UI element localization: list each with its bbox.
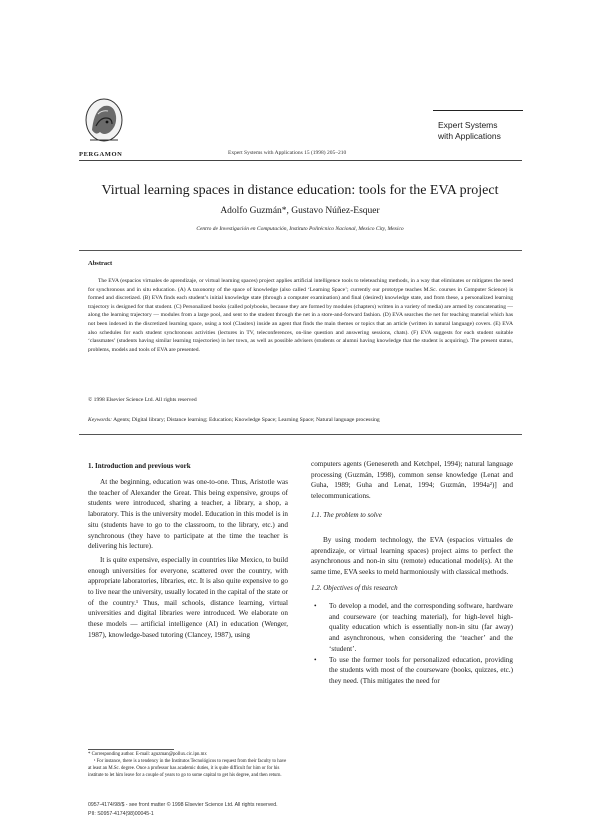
paragraph: At the beginning, education was one-to-one. Thus, Aristotle was the teacher of Alexander the Great. This being expensive, groups of students were introduced, sharing a teacher, a library, a shop, a laboratory. This is the university model. Education in this model is in situ (students have to go to the classroom, to the library, etc.) and synchronous (they have to participate at the time the teacher is delivering his lecture). (88, 478, 288, 551)
brand-line-2: with Applications (438, 130, 501, 141)
paragraph: It is quite expensive, especially in countries like Mexico, to build enough universities for everyone, scattered over the country, with appropriate laboratories, libraries, etc. It is also quite expensive to go to live near the university, usually located in the capital of the state or of the country.¹ Thus, mail schools, distance learning, virtual universities and digital libraries were introduced. We elaborate on these models — artificial intelligence (AI) in education (Wenger, 1987), knowledge-based tutoring (Clancey, 1987), using (88, 555, 288, 639)
author-affiliation: Centro de Investigación en Computación, Instituto Politécnico Nacional, Mexico City, Mexico (196, 226, 404, 232)
list-item (311, 655, 513, 687)
paragraph: computers agents (Genesereth and Ketchpel, 1994); natural language processing (Guzmán, 1998), common sense knowledge (Lenat and Guha, 1989; Guha and Lenat, 1994; Guzmán, 1994a²)] and telecommunications. (311, 460, 513, 501)
subsection-text (311, 535, 513, 578)
list-item-text: To use the former tools for personalized education, providing the students with most of the courseware (books, quizzes, etc.) they need. (This mitigates the need for (329, 655, 513, 685)
paper-title: Virtual learning spaces in distance education: tools for the EVA project (101, 183, 499, 198)
section-heading: 1. Introduction and previous work (88, 462, 191, 470)
subsection-heading: 1.1. The problem to solve (311, 511, 382, 519)
issn-line: 0957-4174/98/$ - see front matter © 1998 Elsevier Science Ltd. All rights reserved. (88, 802, 278, 808)
page-footer (88, 801, 278, 818)
pii-line: PII: S0957-4174(98)00045-1 (88, 810, 154, 817)
subsection-heading: 1.2. Objectives of this research (311, 584, 398, 592)
abstract-heading: Abstract (88, 260, 113, 267)
bullet-icon: • (314, 655, 317, 664)
paper-authors: Adolfo Guzmán*, Gustavo Núñez-Esquer (220, 206, 380, 216)
header-divider (79, 160, 522, 161)
abstract-bottom-rule (79, 434, 522, 435)
right-column-continuation (311, 459, 513, 502)
keywords-line (88, 417, 380, 423)
corresponding-author-note: * Corresponding author. E-mail: aguzman@pollux.cic.ipn.mx (88, 752, 207, 757)
paragraph: By using modern technology, the EVA (espacios virtuales de aprendizaje, or virtual learning spaces) project aims to perfect the asynchronous and non-in situ (remote) educational model(s). At the same time, EVA seeks to meld harmoniously with classical methods. (311, 536, 513, 577)
publisher-name: PERGAMON (79, 151, 123, 158)
journal-brand (438, 120, 501, 141)
copyright-notice: © 1998 Elsevier Science Ltd. All rights reserved (88, 397, 197, 403)
footnote-rule (88, 749, 174, 750)
abstract-top-rule (79, 250, 522, 251)
publisher-logo-icon (82, 96, 126, 148)
brand-line-1: Expert Systems (438, 120, 498, 130)
brand-rule (433, 110, 523, 111)
abstract-text: The EVA (espacios virtuales de aprendizaje, or virtual learning spaces) project applies artificial intelligence tools to teleteaching methods, in a way that eliminates or mitigates the need for synchronous and in situ education. (A) A taxonomy of the space of knowledge (also called ‘Learning Space’; currently our prototype teaches M.Sc. courses in Computer Science) is formed and discretized. (B) EVA finds each student’s initial knowledge state (through a computer examination) and final (desired) knowledge state, and from these, a personalized learning trajectory is designed for that student. (C) Personalized books (called polybooks, because they are formed by modules (chapters) written in a variety of media) are armed by concatenating — along the learning trajectory — modules from a large pool, and sent to the student through the net in a store-and-forward fashion. (D) EVA searches the net for teaching material which has not been indexed in the discretized learning space, using a tool (Clasitex) inside an agent that finds the main themes or topics that an article (written in natural language) covers. (E) EVA also schedules for each student synchronous activities (lectures in TV, teleconferences, on-line question and answering sessions, chats). (F) EVA suggests for each student suitable ‘classmates’ (students having similar learning trajectories) in her town, as well as possible advisers (students or alumni having knowledge that the student is acquiring). The present status, problems, models and tools of EVA are presented. (88, 278, 513, 353)
footnotes (88, 752, 288, 780)
keywords-label: Keywords: (88, 417, 113, 423)
left-column (88, 477, 288, 641)
list-item-text: To develop a model, and the corresponding software, hardware and courseware (or teaching material), for high-level high-quality education which is essentially non-in situ (far away) and asynchronous, when considering the ‘teacher’ and the ‘student’. (329, 602, 513, 653)
journal-citation: Expert Systems with Applications 15 (1998) 205–210 (228, 150, 347, 156)
list-item (311, 601, 513, 655)
objectives-list (311, 601, 513, 687)
keywords-list: Agents; Digital library; Distance learning; Education; Knowledge Space; Learning Space; Natural language processing (113, 417, 380, 423)
footnote-1: ¹ For instance, there is a tendency in the Institutos Tecnológicos to request from their faculty to have at least an M.Sc. degree. Once a professor has academic duties, it is quite difficult for him or for his institute to let him leave for a couple of years to go to some capital to get his degree, and then return. (88, 758, 287, 778)
bullet-icon: • (314, 602, 317, 610)
